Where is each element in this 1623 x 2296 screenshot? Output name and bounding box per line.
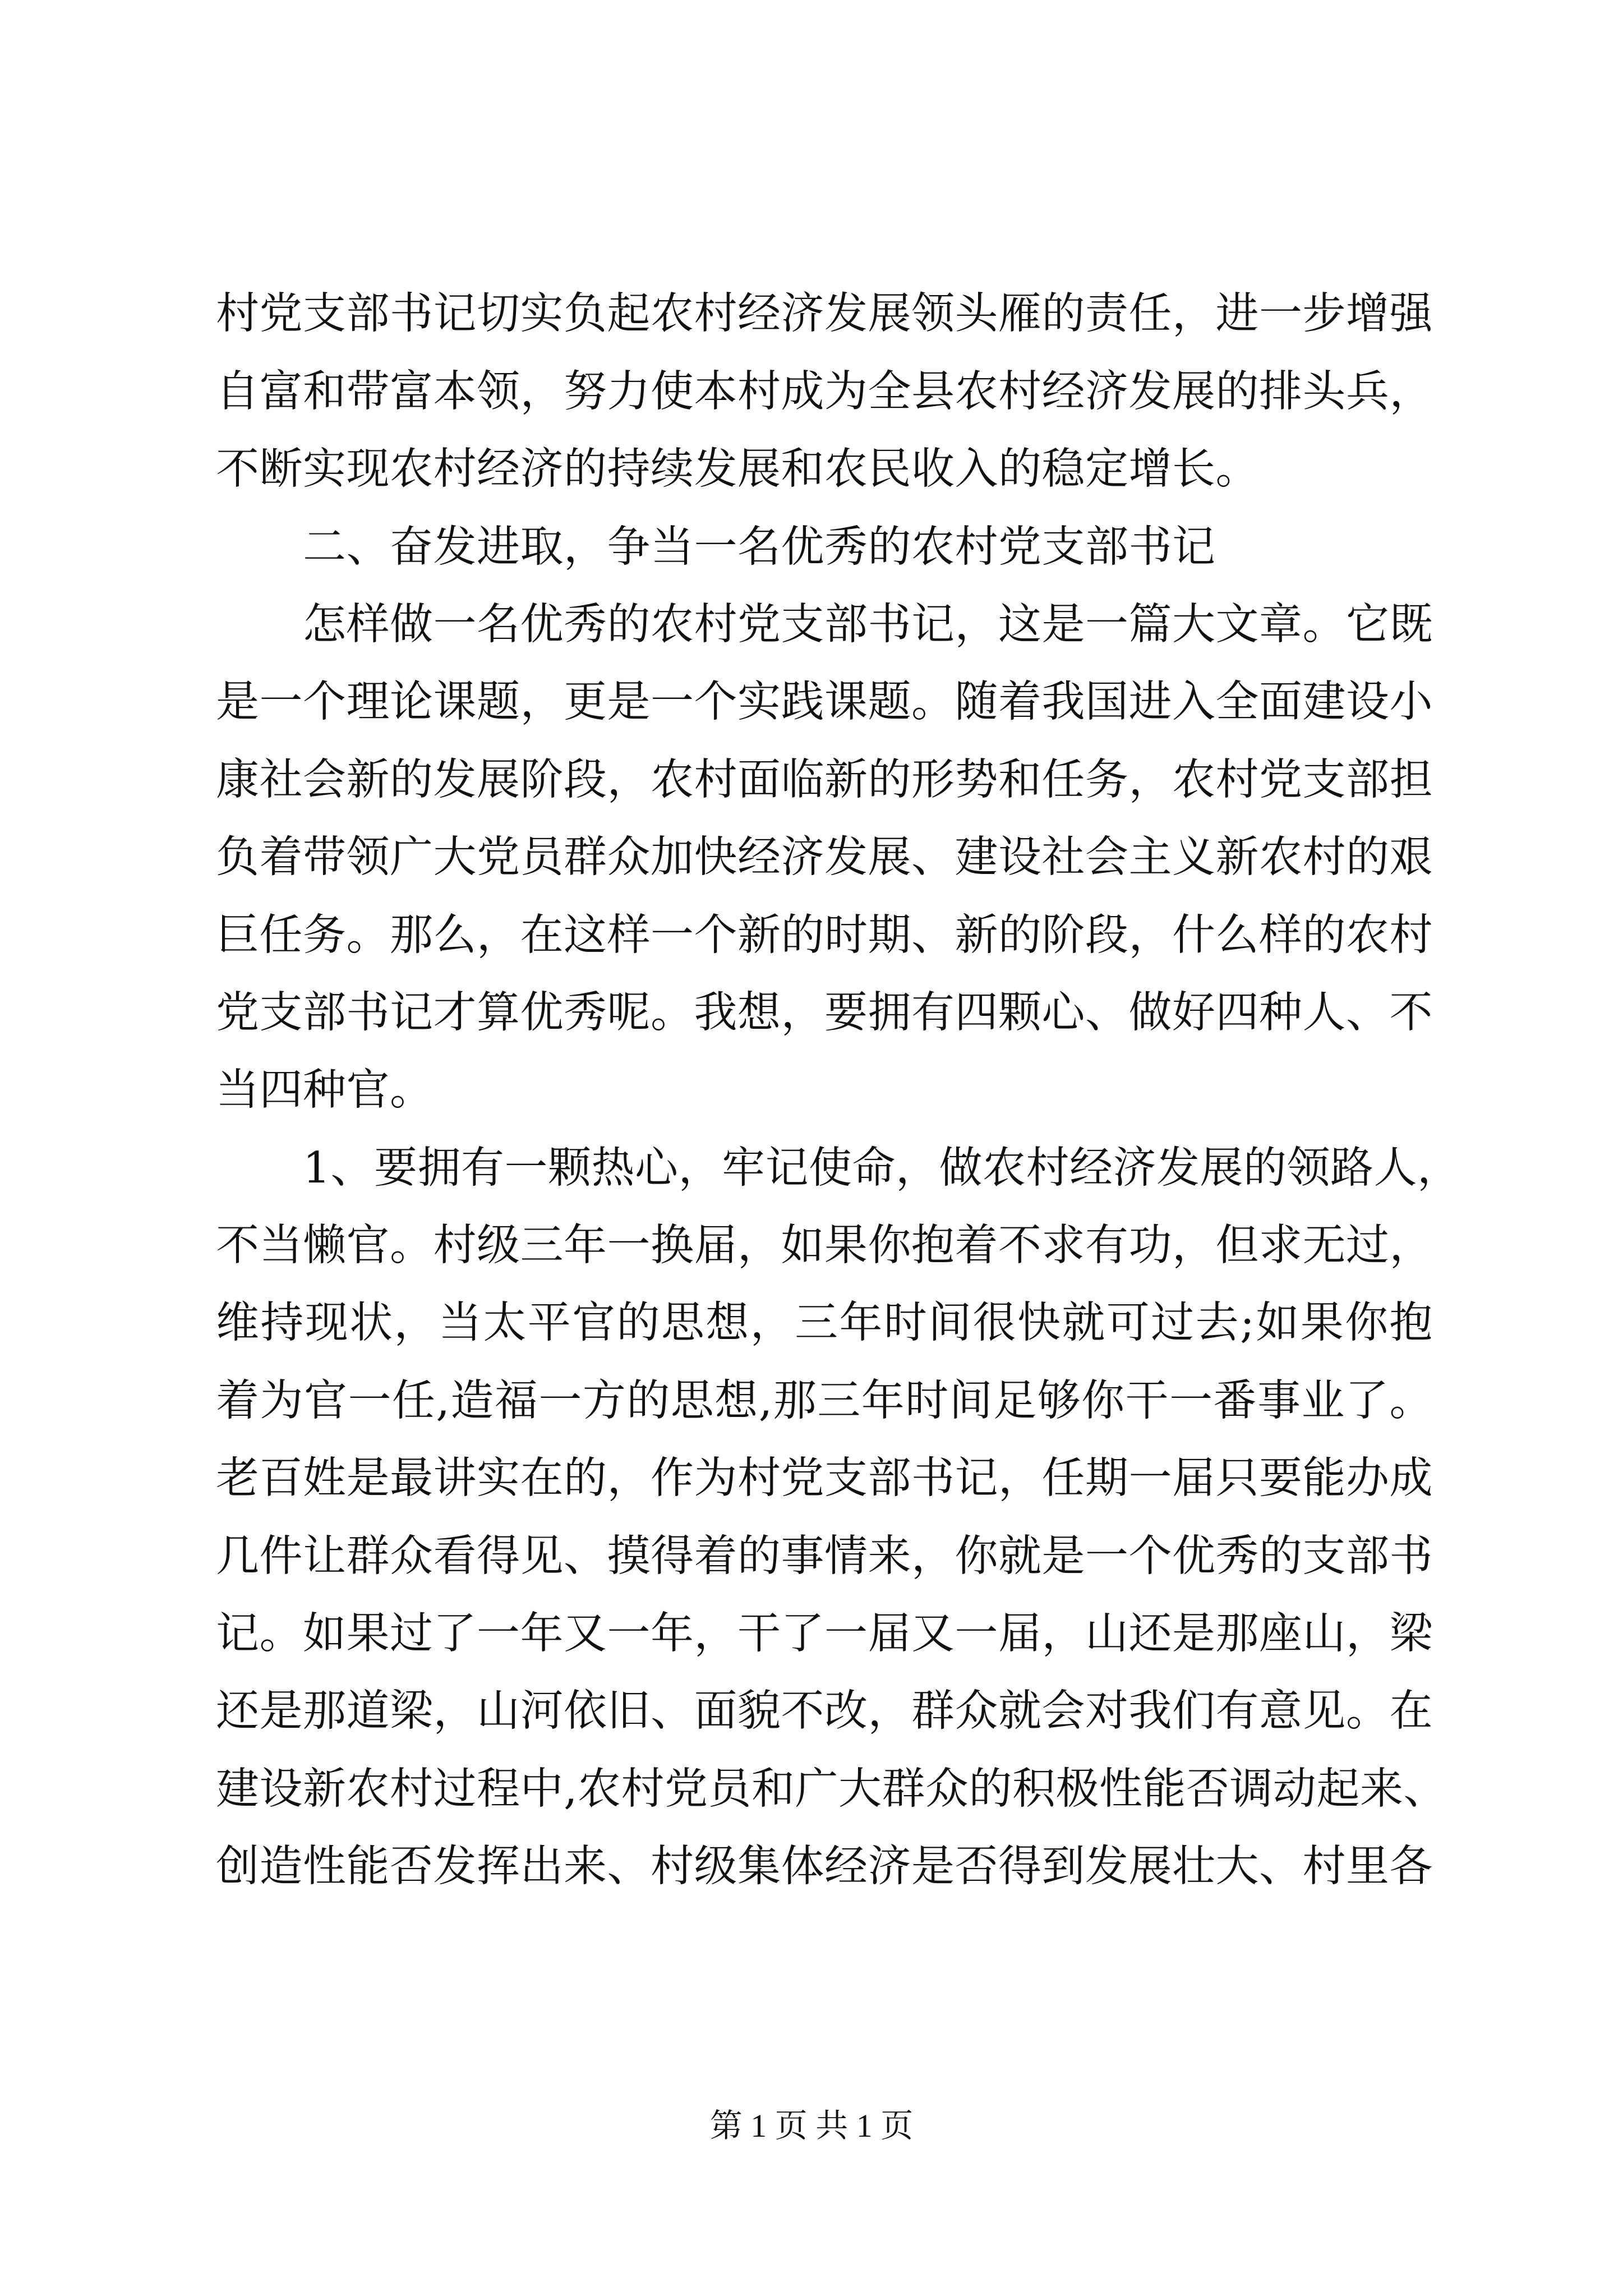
paragraph-line: 是一个理论课题，更是一个实践课题。随着我国进入全面建设小 (216, 677, 1433, 727)
paragraph-line: 还是那道梁，山河依旧、面貌不改，群众就会对我们有意见。在 (216, 1686, 1433, 1736)
paragraph-line: 几件让群众看得见、摸得着的事情来，你就是一个优秀的支部书 (216, 1531, 1433, 1581)
paragraph-line: 1、要拥有一颗热心，牢记使命，做农村经济发展的领路人， (303, 1143, 1461, 1193)
page-footer: 第 1 页 共 1 页 (709, 2108, 914, 2144)
paragraph-line: 记。如果过了一年又一年，干了一届又一届，山还是那座山，梁 (216, 1609, 1433, 1659)
section-heading: 二、奋发进取，争当一名优秀的农村党支部书记 (303, 522, 1216, 572)
paragraph-line: 自富和带富本领，努力使本村成为全县农村经济发展的排头兵， (216, 367, 1433, 417)
paragraph-line: 着为官一任,造福一方的思想,那三年时间足够你干一番事业了。 (216, 1376, 1433, 1426)
paragraph-line: 不当懒官。村级三年一换届，如果你抱着不求有功，但求无过， (216, 1221, 1433, 1271)
paragraph-line: 创造性能否发挥出来、村级集体经济是否得到发展壮大、村里各 (216, 1842, 1433, 1892)
paragraph-line: 当四种官。 (216, 1065, 434, 1115)
paragraph-line: 巨任务。那么，在这样一个新的时期、新的阶段，什么样的农村 (216, 910, 1433, 960)
paragraph-line: 老百姓是最讲实在的，作为村党支部书记，任期一届只要能办成 (216, 1453, 1433, 1503)
paragraph-line: 康社会新的发展阶段，农村面临新的形势和任务，农村党支部担 (216, 755, 1433, 805)
paragraph-line: 党支部书记才算优秀呢。我想，要拥有四颗心、做好四种人、不 (216, 988, 1433, 1038)
paragraph-line: 建设新农村过程中,农村党员和广大群众的积极性能否调动起来、 (216, 1764, 1447, 1814)
paragraph-line: 维持现状，当太平官的思想，三年时间很快就可过去;如果你抱 (216, 1298, 1433, 1348)
paragraph-line: 不断实现农村经济的持续发展和农民收入的稳定增长。 (216, 444, 1259, 494)
paragraph-line: 怎样做一名优秀的农村党支部书记，这是一篇大文章。它既 (303, 600, 1433, 650)
paragraph-line: 负着带领广大党员群众加快经济发展、建设社会主义新农村的艰 (216, 832, 1433, 882)
paragraph-line: 村党支部书记切实负起农村经济发展领头雁的责任，进一步增强 (216, 289, 1433, 339)
